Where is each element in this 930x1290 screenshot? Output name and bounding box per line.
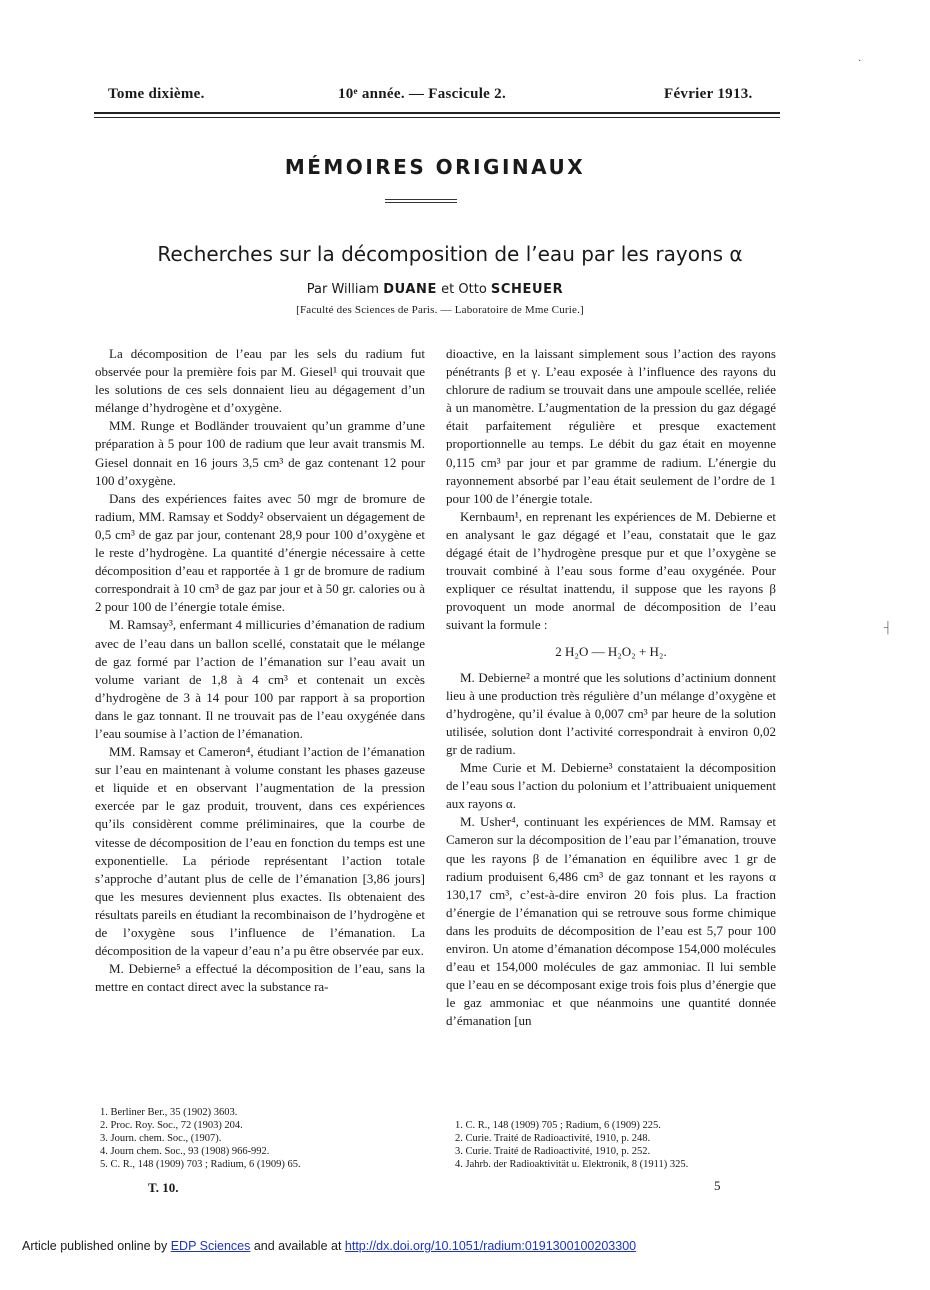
doi-prefix: Article published online by — [22, 1239, 171, 1253]
publisher-link[interactable]: EDP Sciences — [170, 1239, 251, 1253]
paragraph: M. Debierne² a montré que les solutions d’actinium donnent lieu à une production très régulière d’un mélange d’oxygène et d’hydrogène, qu’il évalue à 0,007 cm³ par heure de la solution utilisée, solution dont l’activité correspondrait à environ 0,02 gr de radium. — [446, 669, 776, 757]
footnote: 4. Jahrb. der Radioaktivität u. Elektronik, 8 (1911) 325. — [455, 1159, 689, 1170]
running-head-volume: Tome dixième. — [108, 86, 205, 102]
right-column — [446, 345, 776, 1030]
paragraph: Kernbaum¹, en reprenant les expériences de M. Debierne et en analysant le gaz dégagé et l’eau, constatait que le gaz dégagé était de l’hydrogène presque pur et que l’oxygène se trouvait combiné à l’eau sous forme d’eau oxygénée. Pour expliquer ce résultat inattendu, il suppose que les rayons β provoquent un mode anormal de décomposition de l’eau suivant la formule : — [446, 508, 776, 633]
header-rule-thick — [94, 112, 780, 114]
paragraph: M. Ramsay³, enfermant 4 millicuries d’émanation de radium avec de l’eau dans un ballon scellé, constatait que le mélange de gaz formé par l’action de l’émanation sur l’eau avait un volume variant de 1,8 à 4 cm³ et contenait un excès d’hydrogène de 3 à 14 pour 100 par rapport à sa proportion dans le gaz tonnant. Il ne trouvait pas de l’eau oxygénée dans l’eau soumise à l’action de l’émanation. — [95, 617, 425, 741]
footnote: 3. Journ. chem. Soc., (1907). — [100, 1133, 222, 1144]
paragraph-continuation: dioactive, en la laissant simplement sous l’action des rayons pénétrants β et γ. L’eau exposée à l’influence des rayons du chlorure de radium se trouvait dans une ampoule scellée, reliée à un manomètre. L’augmentation de la pression du gaz dégagé était parfaitement régulière et presque exactement proportionnelle au temps. Le débit du gaz était en moyenne 0,115 cm³ par jour et par gramme de radium. L’énergie du rayonnement absorbé par l’eau était seulement de l’ordre de 1 pour 100 de l’énergie totale. — [446, 346, 776, 506]
footnotes-left — [100, 1106, 430, 1171]
doi-link[interactable]: http://dx.doi.org/10.1051/radium:0191300100203300 — [344, 1239, 637, 1253]
footnote: 3. Curie. Traité de Radioactivité, 1910, p. 252. — [455, 1146, 651, 1157]
paragraph: MM. Ramsay et Cameron⁴, étudiant l’action de l’émanation sur l’eau en maintenant à volume constant les phases gazeuse et liquide et en observant l’augmentation de la pression exercée par le gaz produit, trouvent, dans ces expériences qu’ils considèrent comme préliminaires, que la courbe de vitesse de décomposition de l’eau en fonction du temps est une exponentielle. La période représentant l’action totale s’approche d’autant plus de celle de l’émanation [3,86 jours] que les mesures deviennent plus exactes. Ils obtenaient des résultats pareils en étudiant la recombinaison de l’hydrogène et de l’oxygène sous l’influence de l’émanation. La décomposition de la vapeur d’eau n’a pu être observée par eux. — [95, 744, 425, 959]
equation: 2 H₂O — H₂O₂ + H₂. — [555, 643, 667, 659]
left-column — [95, 345, 425, 996]
paragraph: M. Usher⁴, continuant les expériences de MM. Ramsay et Cameron sur la décomposition de l’eau par l’émanation, trouve que les rayons β de l’émanation en équilibre avec 1 gr de radium produisent 6,486 cm³ de gaz tonnant et les rayons α 130,17 cm³, c’est-à-dire environ 20 fois plus. La fraction d’énergie de l’émanation qui se retrouve sous forme chimique dans les produits de décomposition de l’eau est 5,7 pour 100 environ. Un atome d’émanation décompose 154,000 molécules d’eau et 154,000 molécules de gaz ammoniac. Il lui semble que l’eau en se décomposant exige trois fois plus d’énergie que le gaz ammoniac et que néanmoins une quantité donnée d’émanation [un — [446, 814, 776, 1029]
paragraph: La décomposition de l’eau par les sels du radium fut observée pour la première fois par M. Giesel¹ qui trouvait que les solutions de ces sels donnaient lieu au dégagement d’un mélange d’hydrogène et d’oxygène. — [95, 346, 425, 416]
paragraph: Mme Curie et M. Debierne³ constataient la décomposition de l’eau sous l’action du polonium et l’attribuaient uniquement aux rayons α. — [446, 760, 776, 812]
byline-mid: et Otto — [441, 282, 487, 297]
byline — [0, 282, 870, 297]
footnote: 2. Proc. Roy. Soc., 72 (1903) 204. — [100, 1120, 243, 1131]
paragraph: MM. Runge et Bodländer trouvaient qu’un gramme d’une préparation à 5 pour 100 de radium que leur avait transmis M. Giesel donnait en 16 jours 3,5 cm³ de gaz contenant 12 pour 100 d’oxygène. — [95, 418, 425, 488]
paragraph: M. Debierne⁵ a effectué la décomposition de l’eau, sans la mettre en contact direct avec la substance ra- — [95, 961, 425, 995]
affiliation: [Faculté des Sciences de Paris. — Laboratoire de Mme Curie.] — [296, 304, 584, 316]
running-head-issue: 10ᵉ année. — Fascicule 2. — [338, 86, 507, 102]
section-title: MÉMOIRES ORIGINAUX — [284, 155, 586, 179]
header-rule-thin — [94, 117, 780, 118]
doi-middle: and available at — [250, 1239, 345, 1253]
footnote: 4. Journ chem. Soc., 93 (1908) 966-992. — [100, 1146, 270, 1157]
section-rule-lower — [385, 202, 457, 203]
speck-mark: · — [858, 56, 862, 67]
author-scheuer: SCHEUER — [490, 282, 564, 297]
article-title: Recherches sur la décomposition de l’eau par les rayons α — [157, 242, 743, 266]
paragraph: Dans des expériences faites avec 50 mgr de bromure de radium, MM. Ramsay et Soddy² observaient un dégagement de 0,5 cm³ de gaz par jour, contenant 28,9 pour 100 d’oxygène et le reste d’hydrogène. La quantité d’énergie nécessaire à cette décomposition d’eau et rapportée à 1 gr de bromure de radium correspondrait à 10 cm³ de gaz par jour et à 50 gr. calories ou à 2 pour 100 de l’énergie totale émise. — [95, 490, 425, 615]
page-number: 5 — [714, 1178, 721, 1193]
margin-mark: ┤ — [884, 622, 892, 634]
running-head-date: Février 1913. — [664, 86, 753, 102]
footnote: 1. C. R., 148 (1909) 705 ; Radium, 6 (1909) 225. — [455, 1120, 661, 1131]
footnotes-right — [455, 1119, 785, 1171]
signature-mark: T. 10. — [148, 1180, 179, 1195]
footnote: 1. Berliner Ber., 35 (1902) 3603. — [100, 1107, 238, 1118]
section-rule — [385, 199, 457, 200]
footnote: 5. C. R., 148 (1909) 703 ; Radium, 6 (1909) 65. — [100, 1159, 301, 1170]
footnote: 2. Curie. Traité de Radioactivité, 1910, p. 248. — [455, 1133, 651, 1144]
byline-prefix: Par William — [306, 282, 380, 297]
author-duane: DUANE — [383, 282, 438, 297]
doi-banner — [22, 1239, 636, 1253]
